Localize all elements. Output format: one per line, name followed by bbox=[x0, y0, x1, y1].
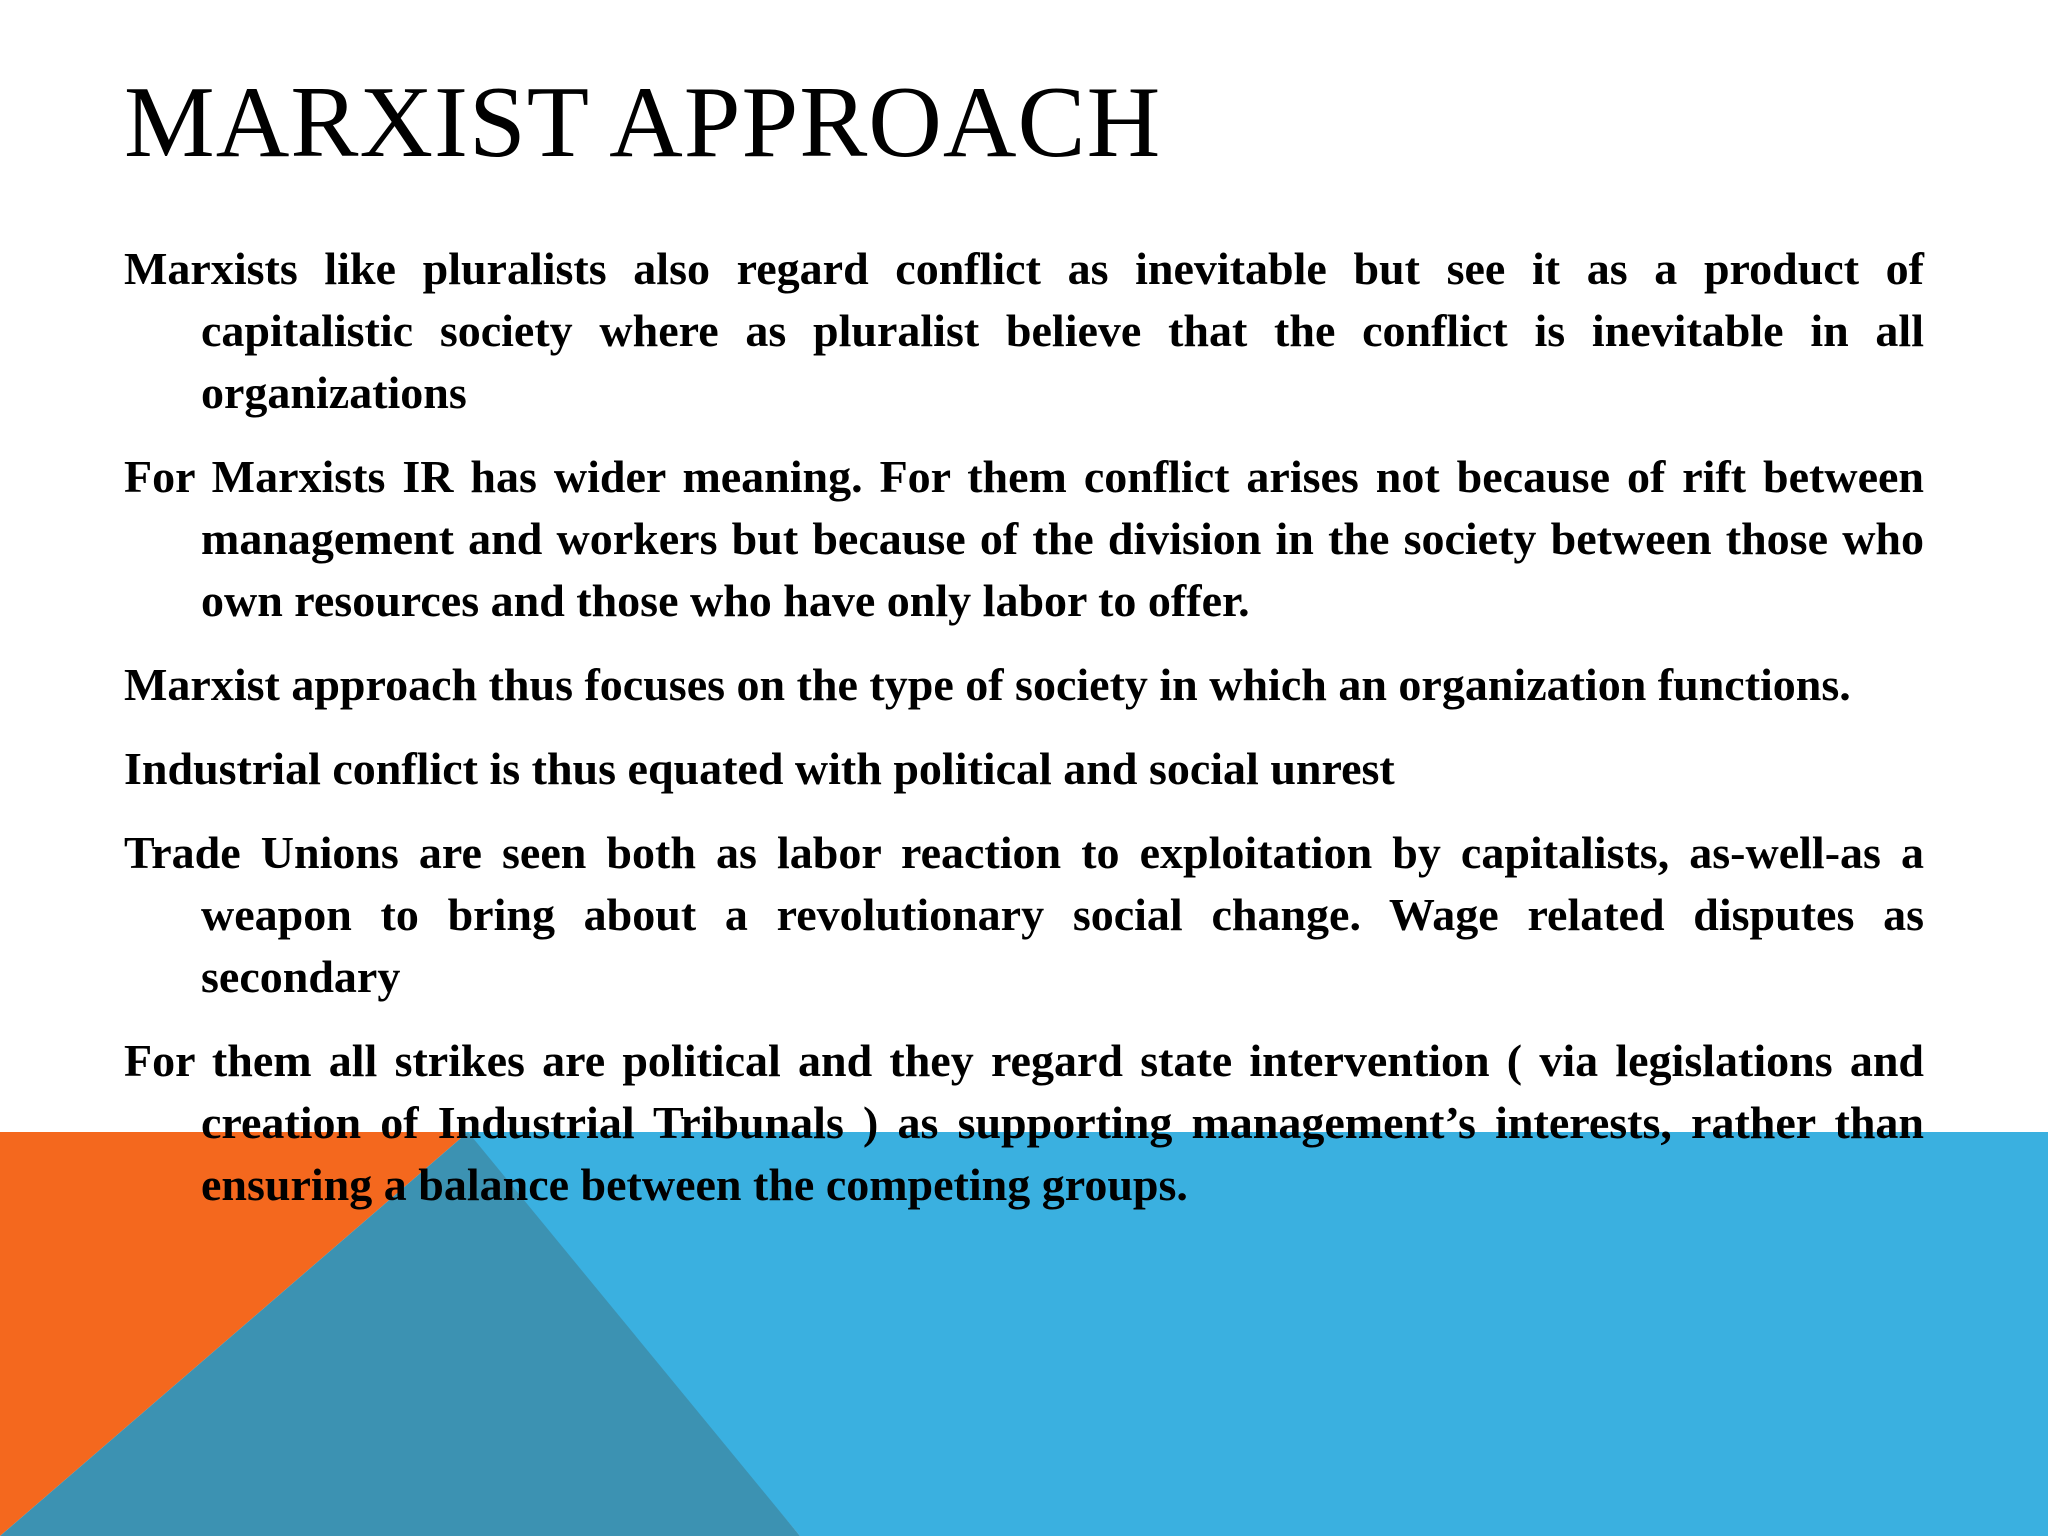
slide-body bbox=[124, 238, 1924, 1238]
paragraph-pluralists-comparison: Marxists like pluralists also regard conflict as inevitable but see it as a product of capitalistic society where as pluralist believe that the conflict is inevitable in all organizations bbox=[124, 243, 1924, 418]
paragraph-trade-unions: Trade Unions are seen both as labor reaction to exploitation by capitalists, as-well-as a weapon to bring about a revolutionary social change. Wage related disputes as secondary bbox=[124, 827, 1924, 1002]
paragraph-society-focus: Marxist approach thus focuses on the type of society in which an organization functions. bbox=[124, 659, 1851, 710]
paragraph-industrial-conflict: Industrial conflict is thus equated with political and social unrest bbox=[124, 743, 1395, 794]
paragraph-strikes-political: For them all strikes are political and they regard state intervention ( via legislations and creation of Industrial Tribunals ) as supporting management’s interests, rather than ensuring a balance between the competing groups. bbox=[124, 1035, 1924, 1210]
paragraph-ir-meaning: For Marxists IR has wider meaning. For them conflict arises not because of rift between management and workers but because of the division in the society between those who own resources and those who have only labor to offer. bbox=[124, 451, 1924, 626]
slide-title: MARXIST APPROACH bbox=[124, 66, 1162, 179]
